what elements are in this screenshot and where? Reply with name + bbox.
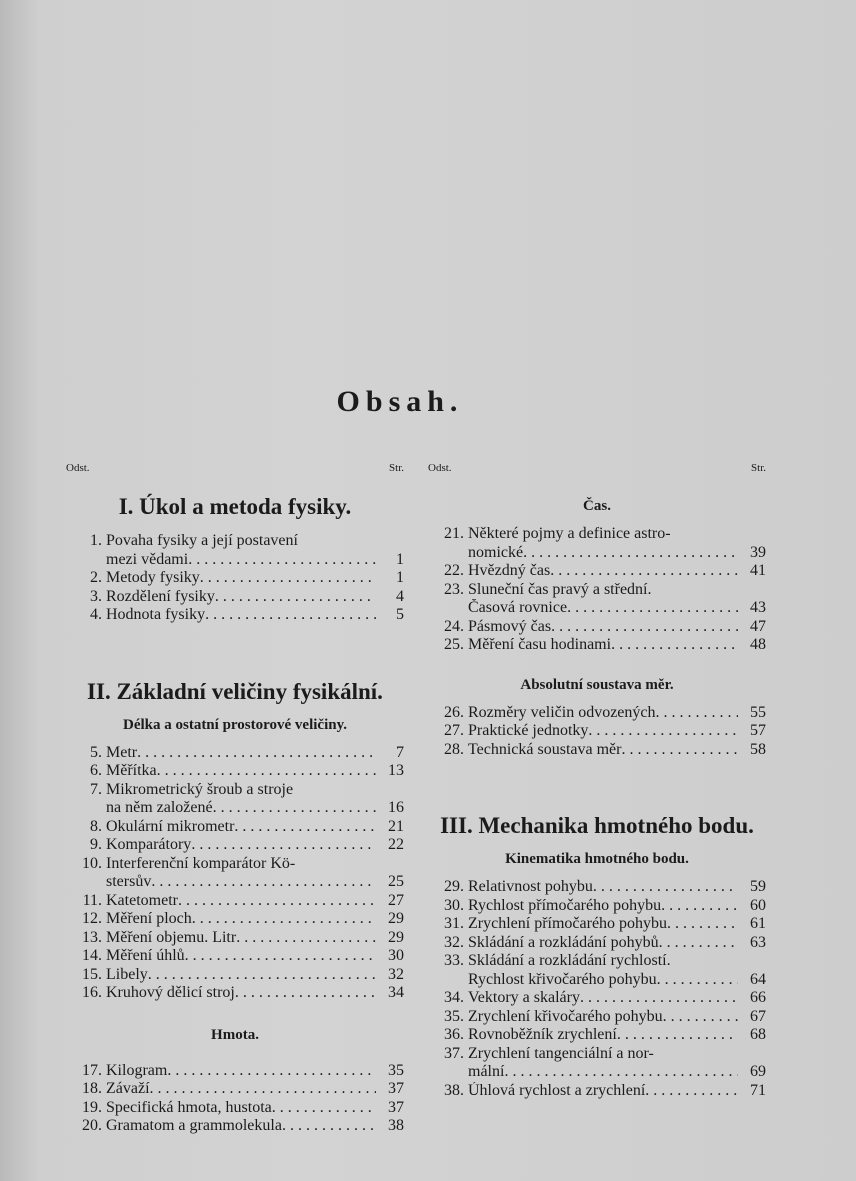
entry-title: Skládání a rozkládání rychlostí.	[468, 952, 671, 969]
entry-page-empty	[376, 781, 404, 800]
entry-number: 9.	[90, 836, 102, 853]
section-heading: III. Mechanika hmotného bodu.	[440, 813, 754, 838]
toc-entry	[428, 525, 766, 544]
toc-entry	[428, 989, 766, 1008]
entry-text	[468, 525, 738, 544]
entry-number: 12.	[82, 910, 102, 927]
leader-dots	[661, 897, 738, 916]
entry-text	[106, 551, 376, 570]
entry-number: 6.	[90, 762, 102, 779]
entry-text	[106, 1117, 376, 1136]
entry-title-cont: Časová rovnice	[468, 599, 568, 616]
entry-page: 63	[750, 933, 766, 951]
entry-page: 59	[750, 878, 766, 895]
entry-text	[106, 855, 376, 874]
entry-title: Okulární mikrometr	[106, 817, 235, 835]
entry-page: 13	[388, 762, 404, 779]
toc-entry	[428, 618, 766, 637]
entry-title: Kilogram	[106, 1061, 168, 1079]
toc-entry	[66, 966, 404, 985]
entry-page: 5	[396, 606, 404, 623]
leader-dots	[593, 878, 738, 897]
leader-dots	[659, 934, 738, 953]
entry-text	[468, 1063, 738, 1082]
entry-number: 11.	[82, 891, 102, 909]
entry-text	[468, 581, 738, 600]
leader-dots	[235, 984, 376, 1003]
leader-dots	[137, 744, 376, 763]
entry-text	[468, 636, 738, 655]
entry-number: 18.	[82, 1080, 102, 1097]
toc-entry	[66, 892, 404, 911]
entry-page: 67	[750, 1007, 766, 1025]
entry-text	[106, 588, 376, 607]
leader-dots	[282, 1117, 376, 1136]
entry-title: Technická soustava měr	[468, 740, 622, 758]
toc-entry	[428, 1008, 766, 1027]
toc-entry	[428, 934, 766, 953]
entry-text	[106, 929, 376, 948]
entry-page: 68	[750, 1026, 766, 1043]
left-column	[66, 462, 404, 1136]
entry-list	[66, 1062, 404, 1136]
toc-entry	[66, 1080, 404, 1099]
entry-text	[468, 897, 738, 916]
entry-number: 17.	[82, 1061, 102, 1079]
toc-entry-continuation	[428, 1063, 766, 1082]
toc-entry	[428, 952, 766, 971]
toc-entry	[66, 781, 404, 800]
entry-list	[428, 878, 766, 1100]
entry-text	[106, 799, 376, 818]
entry-text	[106, 947, 376, 966]
entry-number: 4.	[90, 606, 102, 623]
entry-text	[468, 952, 738, 971]
toc-entry	[428, 1082, 766, 1101]
right-column	[428, 462, 766, 1100]
entry-number: 23.	[444, 580, 464, 598]
entry-text	[468, 934, 738, 953]
toc-entry	[66, 947, 404, 966]
entry-number: 35.	[444, 1007, 464, 1025]
subsection-heading: Délka a ostatní prostorové veličiny.	[122, 716, 348, 733]
toc-entry	[66, 606, 404, 625]
entry-page-empty	[738, 1045, 766, 1064]
entry-page: 37	[388, 1080, 404, 1097]
entry-title: Hodnota fysiky	[106, 606, 206, 623]
entry-number: 14.	[82, 947, 102, 964]
entry-title: Hvězdný čas	[468, 562, 551, 579]
entry-number: 34.	[444, 989, 464, 1006]
entry-title-cont: stersův	[106, 873, 152, 890]
entry-text	[106, 1062, 376, 1081]
entry-text	[468, 1026, 738, 1045]
entry-text	[106, 818, 376, 837]
odst-label: Odst.	[66, 462, 90, 474]
entry-page: 22	[388, 836, 404, 853]
entry-list	[66, 532, 404, 625]
entry-title: Rozdělení fysiky	[106, 587, 215, 605]
leader-dots	[192, 910, 376, 929]
entry-text	[468, 741, 738, 760]
leader-dots	[551, 618, 738, 637]
entry-number: 29.	[444, 878, 464, 895]
toc-entry-continuation	[428, 971, 766, 990]
leader-dots	[656, 704, 739, 723]
entry-title: Úhlová rychlost a zrychlení	[468, 1081, 646, 1099]
entry-text	[106, 744, 376, 763]
entry-text	[468, 915, 738, 934]
entry-text	[468, 599, 738, 618]
leader-dots	[151, 873, 376, 892]
entry-page: 32	[388, 965, 404, 983]
entry-page: 16	[388, 799, 404, 816]
entry-title: Metody fysiky	[106, 569, 200, 586]
leader-dots	[504, 1063, 738, 1082]
entry-page: 71	[750, 1081, 766, 1099]
entry-list	[428, 704, 766, 760]
toc-entry	[66, 762, 404, 781]
entry-number: 19.	[82, 1098, 102, 1116]
column-header	[66, 462, 404, 480]
toc-entry	[66, 744, 404, 763]
entry-number: 22.	[444, 562, 464, 579]
toc-entry	[66, 1062, 404, 1081]
leader-dots	[667, 915, 738, 934]
entry-text	[106, 873, 376, 892]
leader-dots	[188, 551, 376, 570]
column-header	[428, 462, 766, 480]
entry-title: Metr	[106, 743, 138, 761]
entry-number: 2.	[90, 569, 102, 586]
entry-number: 27.	[444, 722, 464, 739]
entry-number: 24.	[444, 617, 464, 635]
entry-page: 57	[750, 722, 766, 739]
leader-dots	[617, 1026, 738, 1045]
entry-text	[106, 892, 376, 911]
entry-text	[106, 569, 376, 588]
entry-page-empty	[738, 581, 766, 600]
toc-entry	[66, 1099, 404, 1118]
entry-text	[106, 836, 376, 855]
leader-dots	[523, 544, 738, 563]
entry-number: 37.	[444, 1044, 464, 1062]
entry-text	[468, 878, 738, 897]
entry-page: 35	[388, 1061, 404, 1079]
leader-dots	[157, 762, 376, 781]
entry-text	[468, 704, 738, 723]
entry-title-cont: mální	[468, 1063, 505, 1080]
entry-title: Měření ploch	[106, 910, 192, 927]
toc-entry	[428, 878, 766, 897]
entry-number: 26.	[444, 703, 464, 721]
entry-page: 39	[750, 543, 766, 561]
toc-entry	[428, 1045, 766, 1064]
entry-title: Relativnost pohybu	[468, 878, 593, 895]
toc-entry	[66, 855, 404, 874]
entry-title: Interferenční komparátor Kö-	[106, 854, 296, 872]
toc-entry	[66, 910, 404, 929]
entry-title: Vektory a skaláry	[468, 989, 580, 1006]
toc-entry	[428, 741, 766, 760]
toc-entry	[428, 722, 766, 741]
str-label: Str.	[389, 462, 404, 474]
entry-text	[468, 562, 738, 581]
entry-number: 16.	[82, 984, 102, 1001]
entry-title: Komparátory	[106, 836, 192, 853]
entry-number: 15.	[82, 965, 102, 983]
toc-entry	[66, 836, 404, 855]
section-heading: II. Základní veličiny fysikální.	[87, 678, 383, 704]
subsection-heading: Hmota.	[211, 1026, 259, 1043]
toc-entry	[66, 588, 404, 607]
leader-dots	[167, 1062, 376, 1081]
entry-text	[468, 971, 738, 990]
entry-title: Zrychlení křivočarého pohybu	[468, 1007, 663, 1025]
entry-title: Katetometr	[106, 891, 178, 909]
subsection-heading: Kinematika hmotného bodu.	[505, 851, 689, 867]
entry-page: 66	[750, 989, 766, 1006]
leader-dots	[215, 588, 376, 607]
toc-entry	[66, 532, 404, 551]
entry-title: Skládání a rozkládání pohybů	[468, 933, 659, 951]
entry-number: 5.	[90, 743, 102, 761]
entry-number: 13.	[82, 928, 102, 946]
entry-text	[468, 989, 738, 1008]
leader-dots	[611, 636, 738, 655]
toc-entry	[66, 569, 404, 588]
entry-page: 30	[388, 947, 404, 964]
toc-entry-continuation	[428, 599, 766, 618]
entry-page-empty	[376, 532, 404, 551]
leader-dots	[213, 799, 376, 818]
entry-page-empty	[738, 525, 766, 544]
entry-text	[106, 606, 376, 625]
entry-page: 48	[750, 636, 766, 653]
entry-text	[106, 532, 376, 551]
entry-text	[106, 984, 376, 1003]
entry-title: Závaží	[106, 1080, 150, 1097]
leader-dots	[185, 947, 376, 966]
entry-title: Měření objemu. Litr	[106, 928, 237, 946]
entry-text	[106, 781, 376, 800]
entry-page: 69	[750, 1063, 766, 1080]
toc-entry	[428, 897, 766, 916]
leader-dots	[234, 818, 376, 837]
entry-number: 25.	[444, 636, 464, 653]
leader-dots	[236, 929, 376, 948]
entry-page: 4	[396, 587, 404, 605]
toc-entry-continuation	[66, 551, 404, 570]
entry-title: Pásmový čas	[468, 617, 552, 635]
entry-page: 21	[388, 817, 404, 835]
entry-title: Rozměry veličin odvozených	[468, 703, 656, 721]
entry-title: Měřítka	[106, 762, 157, 779]
page-title: Obsah.	[336, 385, 464, 418]
entry-title-cont: na něm založené	[106, 799, 213, 816]
entry-number: 3.	[90, 587, 102, 605]
entry-title: Rychlost přímočarého pohybu	[468, 896, 662, 914]
entry-number: 1.	[90, 532, 102, 549]
entry-title: Měření času hodinami	[468, 636, 612, 653]
entry-number: 30.	[444, 896, 464, 914]
entry-page: 47	[750, 617, 766, 635]
entry-page: 7	[396, 743, 404, 761]
entry-number: 8.	[90, 817, 102, 835]
leader-dots	[621, 741, 738, 760]
entry-text	[468, 722, 738, 741]
leader-dots	[550, 562, 738, 581]
leader-dots	[272, 1099, 376, 1118]
entry-page: 1	[396, 569, 404, 586]
entry-title: Sluneční čas pravý a střední.	[468, 580, 652, 598]
entry-title: Některé pojmy a definice astro-	[468, 525, 671, 542]
toc-entry	[66, 1117, 404, 1136]
toc-entry-continuation	[66, 799, 404, 818]
entry-title: Rovnoběžník zrychlení	[468, 1026, 617, 1043]
entry-text	[106, 1080, 376, 1099]
toc-entry	[428, 581, 766, 600]
entry-title: Mikrometrický šroub a stroje	[106, 780, 294, 798]
leader-dots	[567, 599, 738, 618]
entry-title: Specifická hmota, hustota	[106, 1098, 272, 1116]
entry-page: 61	[750, 915, 766, 932]
entry-number: 10.	[82, 854, 102, 872]
toc-entry	[66, 984, 404, 1003]
entry-page: 58	[750, 740, 766, 758]
toc-entry-continuation	[428, 544, 766, 563]
entry-number: 31.	[444, 915, 464, 932]
toc-entry	[428, 562, 766, 581]
entry-title-cont: mezi vědami	[106, 550, 189, 568]
str-label: Str.	[751, 462, 766, 474]
entry-number: 38.	[444, 1081, 464, 1099]
leader-dots	[588, 722, 738, 741]
entry-number: 20.	[82, 1117, 102, 1134]
entry-page-empty	[376, 855, 404, 874]
entry-page-empty	[738, 952, 766, 971]
leader-dots	[580, 989, 738, 1008]
leader-dots	[645, 1082, 738, 1101]
toc-entry	[428, 636, 766, 655]
leader-dots	[148, 966, 376, 985]
entry-page: 29	[388, 910, 404, 927]
entry-page: 55	[750, 703, 766, 721]
entry-page: 64	[750, 970, 766, 988]
entry-title: Povaha fysiky a její postavení	[106, 532, 298, 549]
entry-number: 7.	[90, 780, 102, 798]
subsection-heading: Čas.	[583, 498, 611, 514]
section-heading: I. Úkol a metoda fysiky.	[118, 494, 352, 519]
entry-page: 43	[750, 599, 766, 616]
entry-number: 21.	[444, 525, 464, 542]
entry-page: 41	[750, 562, 766, 579]
entry-page: 37	[388, 1098, 404, 1116]
entry-text	[468, 1008, 738, 1027]
entry-page: 27	[388, 891, 404, 909]
leader-dots	[200, 569, 376, 588]
toc-entry	[66, 929, 404, 948]
toc-entry	[428, 1026, 766, 1045]
entry-page: 38	[388, 1117, 404, 1134]
leader-dots	[657, 971, 738, 990]
entry-text	[106, 762, 376, 781]
entry-title-cont: Rychlost křivočarého pohybu	[468, 970, 657, 988]
entry-title: Měření úhlů	[106, 947, 185, 964]
entry-title: Praktické jednotky	[468, 722, 589, 739]
entry-text	[106, 966, 376, 985]
toc-entry-continuation	[66, 873, 404, 892]
entry-title-cont: nomické	[468, 543, 524, 561]
entry-text	[468, 618, 738, 637]
entry-text	[106, 910, 376, 929]
entry-title: Kruhový dělicí stroj	[106, 984, 235, 1001]
leader-dots	[663, 1008, 738, 1027]
entry-number: 28.	[444, 740, 464, 758]
toc-entry	[428, 704, 766, 723]
entry-title: Libely	[106, 965, 148, 983]
entry-number: 32.	[444, 933, 464, 951]
entry-list	[428, 525, 766, 655]
entry-text	[106, 1099, 376, 1118]
entry-page: 34	[388, 984, 404, 1001]
entry-page: 25	[388, 873, 404, 890]
leader-dots	[178, 892, 376, 911]
entry-page: 60	[750, 896, 766, 914]
leader-dots	[205, 606, 376, 625]
subsection-heading: Absolutní soustava měr.	[520, 676, 674, 693]
toc-entry	[66, 818, 404, 837]
toc-entry	[428, 915, 766, 934]
entry-number: 33.	[444, 952, 464, 969]
entry-page: 1	[396, 550, 404, 568]
leader-dots	[150, 1080, 376, 1099]
entry-page: 29	[388, 928, 404, 946]
entry-list	[66, 744, 404, 1003]
leader-dots	[191, 836, 376, 855]
entry-number: 36.	[444, 1026, 464, 1043]
entry-text	[468, 1082, 738, 1101]
entry-text	[468, 544, 738, 563]
entry-title: Zrychlení tangenciální a nor-	[468, 1044, 654, 1062]
entry-text	[468, 1045, 738, 1064]
odst-label: Odst.	[428, 462, 452, 474]
entry-title: Zrychlení přímočarého pohybu	[468, 915, 668, 932]
entry-title: Gramatom a grammolekula	[106, 1117, 282, 1134]
